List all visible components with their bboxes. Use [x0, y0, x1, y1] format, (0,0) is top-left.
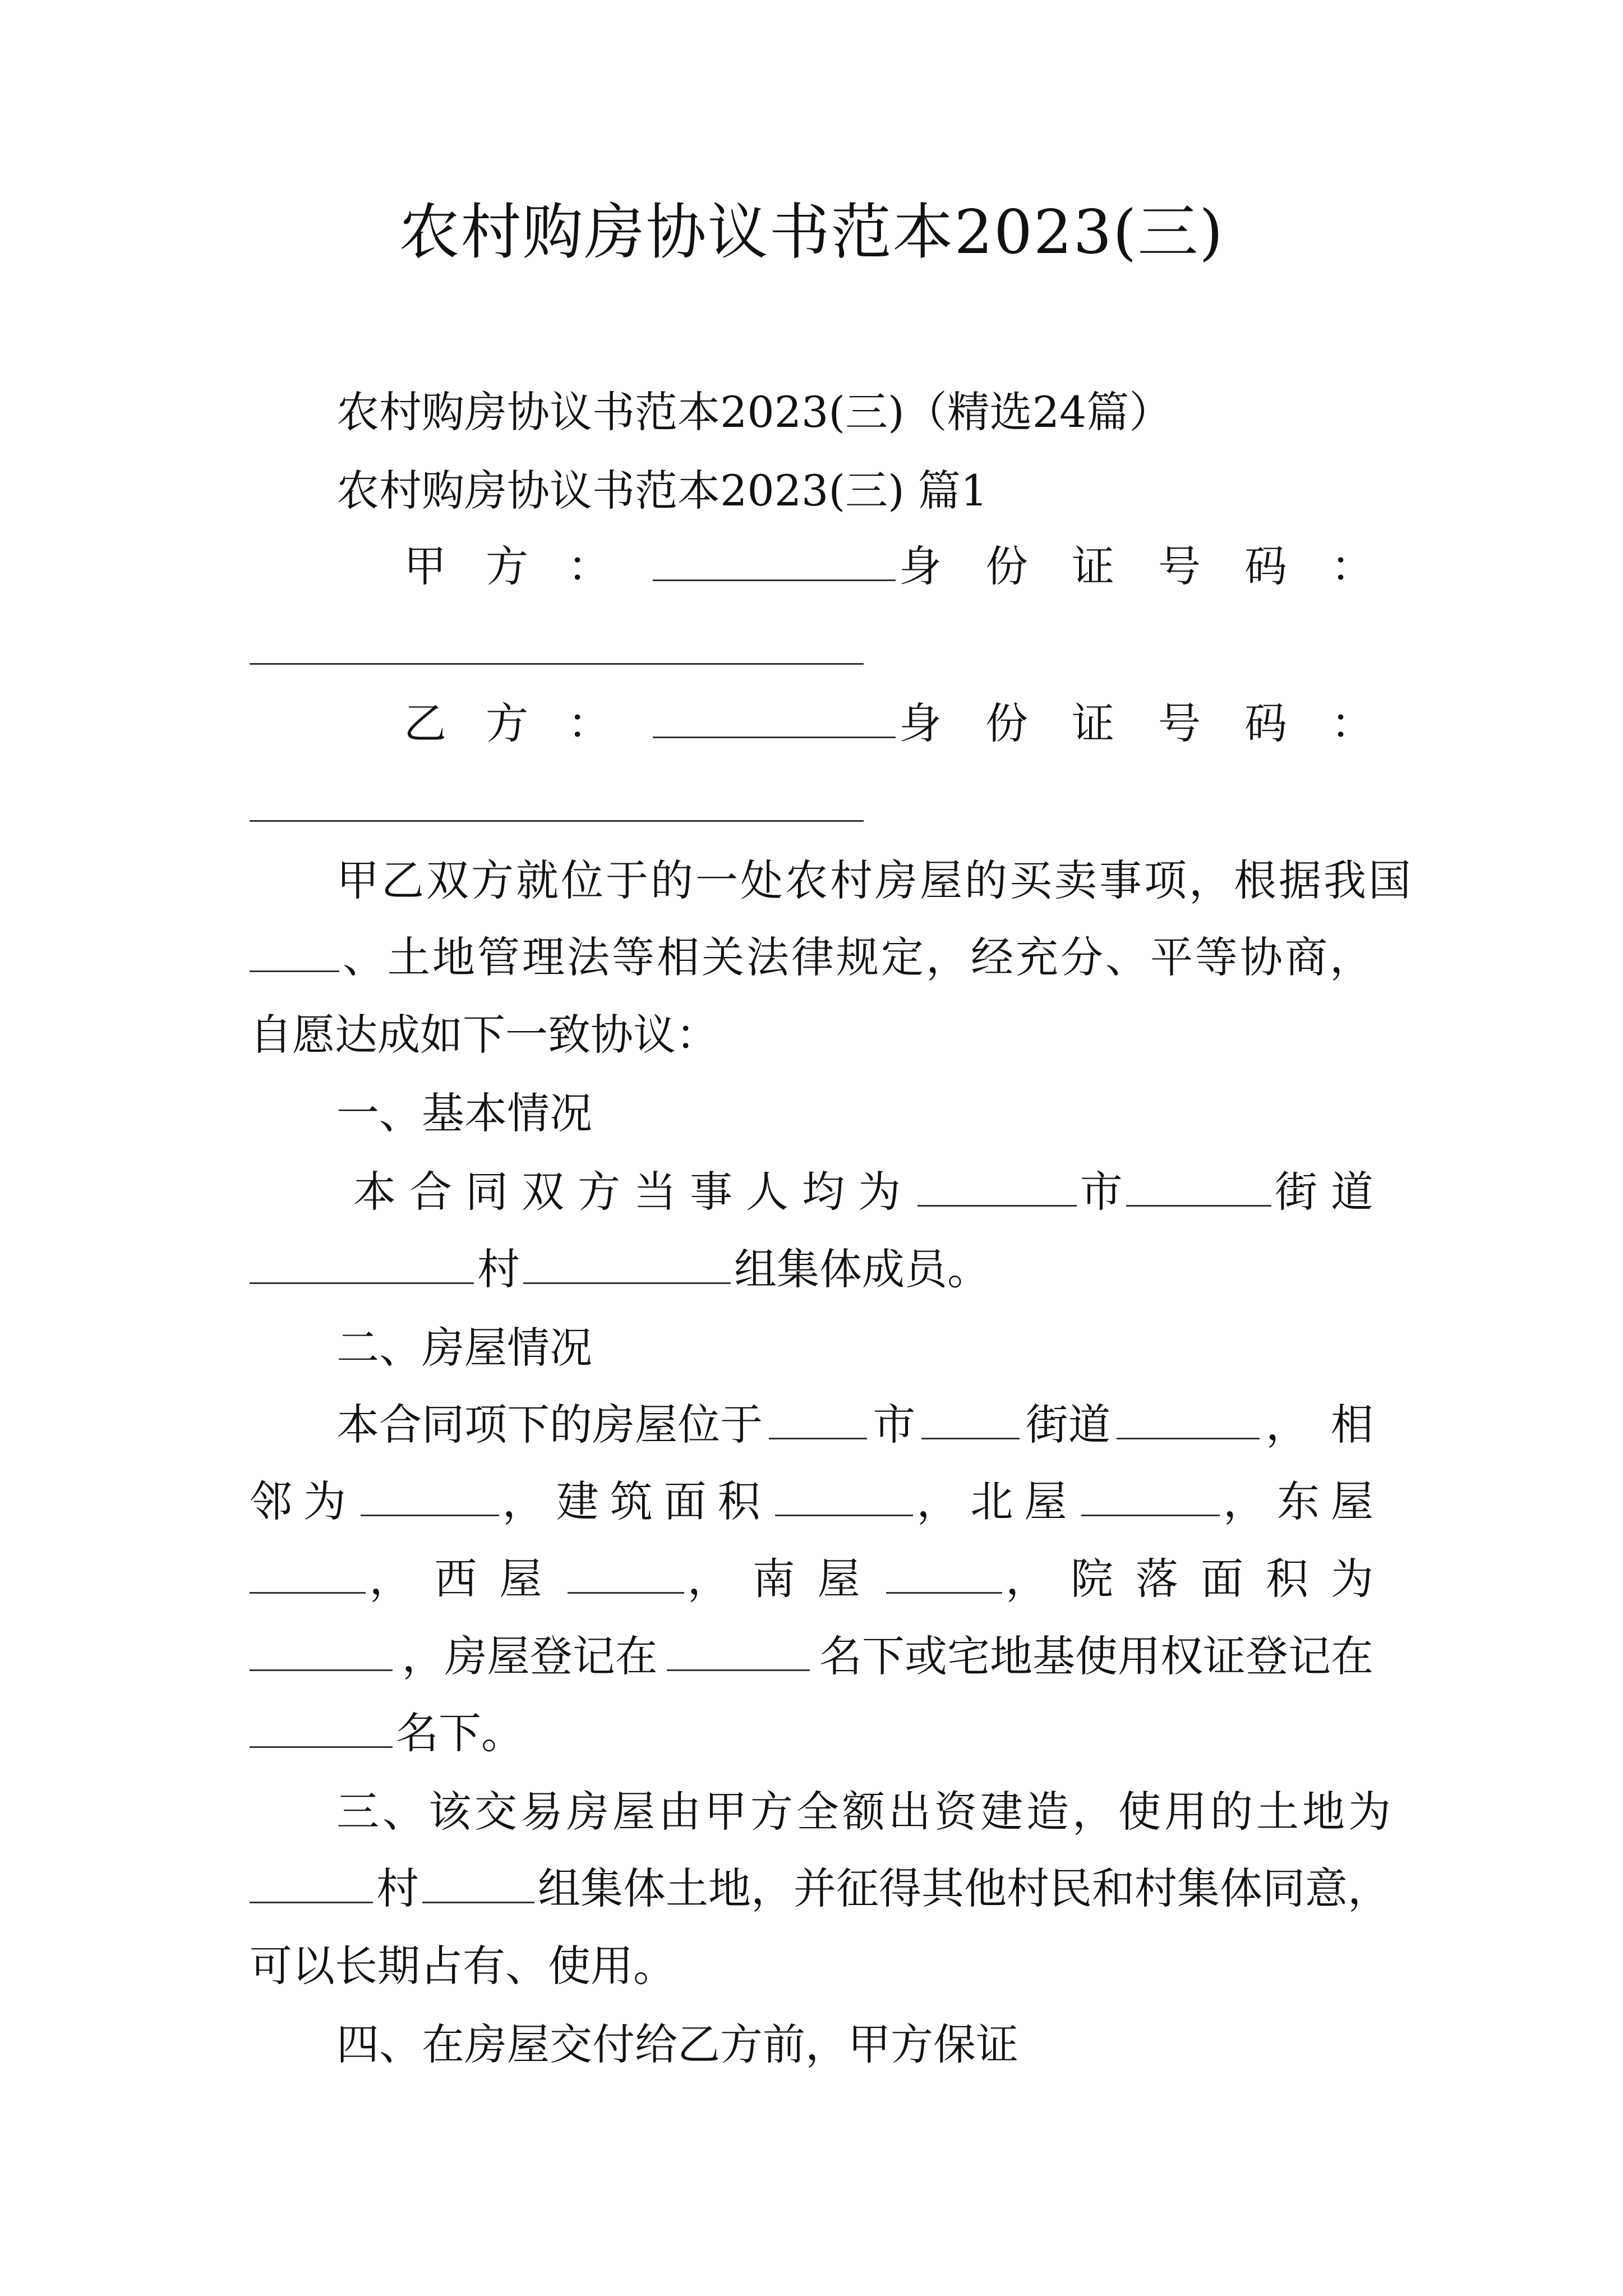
party-a-label: 甲方：: [404, 541, 649, 591]
street-blank: [1126, 1205, 1271, 1207]
registered-name-blank: [667, 1669, 810, 1671]
party-b-row: [404, 698, 1417, 749]
area-blank: [775, 1515, 914, 1516]
section-2-line-1: 本合同项下的房屋位于 市 街道 ，相: [336, 1400, 1396, 1450]
party-b-label: 乙方：: [404, 698, 649, 748]
location-city-blank: [769, 1438, 867, 1439]
section-2-line-4: ，房屋登记在 名下或宅地基使用权证登记在: [250, 1631, 1373, 1682]
section-4-line-1: 四、在房屋交付给乙方前，甲方保证: [336, 2019, 1018, 2069]
section-2-heading: 二、房屋情况: [336, 1323, 592, 1373]
location-detail-blank: [1117, 1438, 1260, 1439]
section-2-line-2: 邻为 ，建筑面积 ，北屋 ，东屋: [250, 1476, 1385, 1526]
group-blank: [523, 1282, 731, 1284]
party-b-id-label: 身份证号码：: [899, 698, 1417, 748]
section-3-line-2: 村 组集体土地，并征得其他村民和村集体同意，: [250, 1864, 1373, 1914]
location-street-blank: [921, 1438, 1020, 1439]
neighbor-blank: [361, 1515, 499, 1516]
document-title: 农村购房协议书范本2023(三): [399, 197, 1224, 268]
north-house-blank: [1081, 1515, 1220, 1516]
intro-line-1: 甲乙双方就位于的一处农村房屋的买卖事项，根据我国: [336, 855, 1413, 905]
land-village-blank: [250, 1902, 373, 1903]
party-a-id-label: 身份证号码：: [899, 541, 1417, 591]
section-2-line-5: 名下。: [250, 1708, 1373, 1759]
intro-line-3: 自愿达成如下一致协议：: [250, 1010, 718, 1060]
certificate-name-blank: [250, 1746, 393, 1748]
section-1-line-1: 本合同双方当事人均为 市 街道: [353, 1167, 1387, 1217]
city-blank: [917, 1205, 1077, 1207]
party-b-name-blank: [653, 737, 896, 738]
section-3-line-1: 三、该交易房屋由甲方全额出资建造，使用的土地为: [336, 1787, 1394, 1837]
land-group-blank: [422, 1902, 534, 1903]
section-3-line-3: 可以长期占有、使用。: [250, 1941, 676, 1991]
law-blank: [250, 970, 339, 972]
west-house-blank: [568, 1592, 684, 1594]
yard-area-blank: [250, 1669, 393, 1671]
section-1-heading: 一、基本情况: [336, 1088, 592, 1138]
party-b-id-blank: [250, 820, 864, 822]
intro-line-2: 、土地管理法等相关法律规定，经充分、平等协商，: [250, 932, 1373, 983]
party-a-name-blank: [653, 579, 896, 581]
east-house-blank: [250, 1592, 366, 1594]
section-2-line-3: ，西屋 ，南屋 ，院落面积为: [250, 1554, 1373, 1604]
party-a-id-blank: [250, 663, 864, 665]
party-a-row: [404, 541, 1417, 592]
village-blank: [250, 1282, 474, 1284]
subtitle-article: 农村购房协议书范本2023(三) 篇1: [336, 466, 988, 516]
subtitle-collection: 农村购房协议书范本2023(三)（精选24篇）: [336, 387, 1172, 437]
section-1-line-2: 村 组集体成员。: [250, 1244, 1373, 1295]
south-house-blank: [886, 1592, 1002, 1594]
